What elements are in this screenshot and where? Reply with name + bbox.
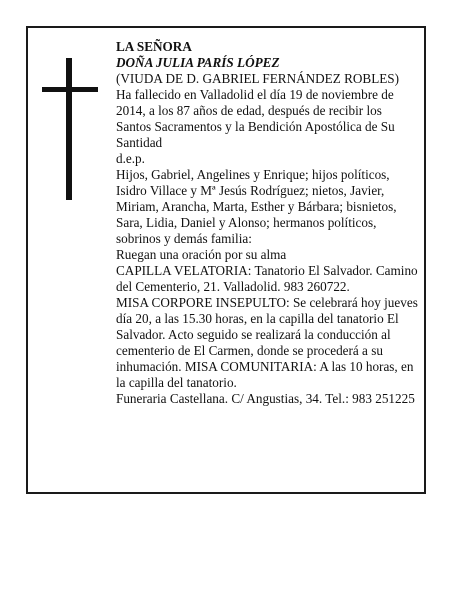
cross-icon — [42, 58, 98, 200]
prayer-request: Ruegan una oración por su alma — [116, 247, 287, 262]
cross-vertical-bar — [66, 58, 72, 200]
deceased-name: DOÑA JULIA PARÍS LÓPEZ — [116, 55, 280, 70]
notice-text — [116, 39, 420, 407]
cross-horizontal-bar — [42, 87, 98, 92]
rip-text: d.e.p. — [116, 151, 145, 166]
funeral-home-info: Funeraria Castellana. C/ Angustias, 34. Tel.: 983 251225 — [116, 391, 415, 406]
death-text: Ha fallecido en Valladolid el día 19 de noviembre de 2014, a los 87 años de edad, después de recibir los Santos Sacramentos y la Bendición Apostólica de Su Santidad — [116, 87, 395, 150]
widow-line: (VIUDA DE D. GABRIEL FERNÁNDEZ ROBLES) — [116, 71, 400, 86]
chapel-info: CAPILLA VELATORIA: Tanatorio El Salvador. Camino del Cementerio, 21. Valladolid. 983 260722. — [116, 263, 418, 294]
obituary-notice — [26, 26, 426, 494]
family-text: Hijos, Gabriel, Angelines y Enrique; hijos políticos, Isidro Villace y Mª Jesús Rodríguez; nietos, Javier, Miriam, Arancha, Marta, Esther y Bárbara; bisnietos, Sara, Lidia, Daniel y Alonso; hermanos políticos, sobrinos y demás familia: — [116, 167, 397, 246]
mass-info: MISA CORPORE INSEPULTO: Se celebrará hoy jueves día 20, a las 15.30 horas, en la capilla del tanatorio El Salvador. Acto seguido se realizará la conducción al cementerio de El Carmen, donde se procederá a su inhumación. MISA COMUNITARIA: A las 10 horas, en la capilla del tanatorio. — [116, 295, 418, 390]
notice-title: LA SEÑORA — [116, 39, 192, 54]
